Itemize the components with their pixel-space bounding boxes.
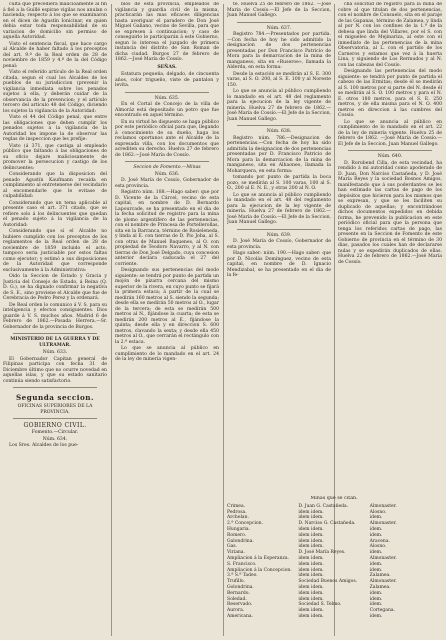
column-1 (3, 2, 107, 638)
col2-paragraphs (115, 2, 219, 63)
table-cell: Gas. (227, 544, 238, 550)
table-cell: idem. (369, 602, 383, 608)
table-cell: idem idem. (298, 613, 324, 619)
notice-637-paragraphs (227, 32, 331, 122)
divider (237, 125, 321, 126)
paragraph: D. José María de Cossío, Gobernador de esta provincia. (227, 239, 331, 250)
table-cell: Viriana. (227, 550, 245, 556)
mines-table (227, 496, 441, 636)
table-cell: Cortegana. (369, 608, 396, 614)
divider (125, 92, 209, 93)
table-cell: idem. (369, 590, 383, 596)
table-cell: Sociedad S. Telmo. (298, 602, 342, 608)
notice-number: Núm. 638. (266, 129, 292, 134)
notice-640-paragraphs (338, 161, 442, 266)
divider (13, 333, 97, 334)
table-cell: Zalamea. (369, 573, 391, 579)
notice-number: Núm. 633. (42, 350, 68, 355)
paragraph: Lo que se anuncia al público en cumplimiento de lo mandado en el art. 22 de la ley de minería vigente. Huelva 25 de febrero de 1862. —José María de Cossío.—El Jefe de la Seccion, Juan Manuel Gallego. (338, 119, 442, 147)
table-cell: Almonaster. (369, 521, 397, 527)
table-cell: idem idem. (298, 532, 324, 538)
notice-number: Núm. 637. (266, 25, 292, 31)
table-cell: idem idem. (298, 596, 324, 602)
notice-number: Núm. 635. (154, 95, 180, 101)
table-cell: idem idem. (298, 584, 324, 590)
table-cell: idem idem. (298, 515, 324, 521)
paragraph: Lo que se anuncia al público en cumplimiento de lo mandado en el art. 24 de la ley de minería vigen- (115, 346, 219, 362)
notice-number: Núm. 634. (42, 436, 68, 442)
paragraph: tomando por punto de partida la boca pozo, se medirán al S. 100 varas, 100 al S. O., 200 al E. N. E., y otras 200 al N. O. (227, 175, 331, 191)
table-cell: idem. (369, 515, 383, 521)
col1-paragraphs (3, 2, 107, 330)
paragraph: Designando sus pertenencias del modo siguiente: se tendrá por punto de partida un mojón de pizarra cercana del mismo superior de la rivera, en cuyo punto se fijará la primera estaca; á partir de la cual se medirán 160 metros al S. siendo la segunda; desde ella se medirán 50 metros al O., lugar de la tercera; de esta se medirán 500 metros al N., fijándose la cuarta; de esta se medirán 200 metros al E., fijándose la quinta; desde ella y en direccion S. 600 metros, clavando la sexta; y desde ella 450 metros al O., que cerrarán el rectángulo con la 2.ª estaca. (115, 268, 219, 345)
table-cell: Trufillo. (227, 579, 245, 585)
divider (237, 229, 321, 230)
col4-paragraphs (338, 2, 442, 147)
paragraph: D. Rorubend Cilla, de esta vecindad, ha rendido á mí autoridad como apoderado de D. Juan, Don Narciso Castañeda, y D. José María Reyes y la sociedad Bosnos Amigos, manifestando que á sus poderdantes se les han estimado las cartas de pago de los depósitos que hicieron para los mismos que se expresan, y que se les faciliten su duplicado de aquellas; y encontrándose dichos documentos expedidos en debida forma, he prevenido la publicacion en este periódico oficial para que la persona que tenga los referidos cartas de pago, las presente en la Seccion de Fomento de este Gobierno de provincia en el término de 30 dias, pasados los cuales han de declararse nulas y se expedirán duplicados de ellas. Huelva 22 de febrero de 1862.—José María de Cossío. (338, 160, 442, 265)
divider (237, 22, 321, 23)
table-cell: idem idem. (298, 590, 324, 596)
table-cell: Archelan. (227, 515, 249, 521)
table-cell: idem idem. (298, 567, 324, 573)
paragraph: blos de esta provincia, empleados de vigilancia y guardia civil de la misma, practicarán las mas eficaces diligencias hasta averiguar el paradero de Don José Miguel Galiano, vecino de Sevilla, para que se expresen á continuacion; y caso de conseguirlo le participarán á este Gobierno, segun lo interesa el juzgado de primera instancia del distrito de San Roman de dicha ciudad. Burgos 27 de febrero de 1862.—José María de Cossío. (115, 2, 219, 62)
paragraph: te. Huelva 25 de febrero de 1862. —José María de Cossío.—El Jefe de la Seccion, Juan Manuel Gallego. (227, 2, 331, 18)
table-cell: idem. (369, 567, 383, 573)
senas-heading: SEÑAS. (157, 64, 177, 70)
ministry-heading: MINISTERIO DE LA GUERRA Y DE ULTRAMAR. (10, 337, 100, 348)
paragraph: Considerando que la disposicion del penado Agustín Kaufmann recaída en cumplimiento al entretenerse del vecindario al encomendarle que le evitase de culpabilidad: (3, 172, 107, 199)
table-cell: Alosno. (369, 544, 387, 550)
divider (13, 387, 97, 388)
senas-text: Estatura pequeña, delgado, de cincuenta años, color trigueño, viste de pantalon y levita. (115, 72, 219, 88)
table-cell: S. Francisco. (227, 561, 257, 567)
table-cell: idem. (369, 532, 383, 538)
table-cell: idem. (369, 613, 383, 619)
seccion-heading: Seccion de Fomento.—Minas (133, 165, 201, 170)
fomento-heading: Fomento.—Circular. (31, 430, 79, 435)
table-cell: Almonaster. (369, 579, 397, 585)
table-cell: 3.ª S.ª Tadeo. (227, 573, 258, 579)
ministry-paragraphs (3, 357, 107, 385)
paragraph: Visto (á 371, que castiga al empleado público que faltando á las obligaciones de su oficio dejare maliciosamente de promover la persecucion y castigo de los delincuentes: (3, 143, 107, 171)
divider (125, 161, 209, 162)
table-cell: Ampliacion á la Concepcion. (227, 567, 292, 573)
table-cell: Reservado. (227, 602, 253, 608)
section-subtitle: OFICINAS SUPERIORES DE LA PROVINCIA. (17, 404, 93, 415)
table-cell: Aracena. (369, 538, 390, 544)
notice-number: Núm. 640. (377, 154, 403, 159)
table-cell: idem idem. (298, 608, 324, 614)
column-4 (338, 2, 442, 492)
table-cell: idem idem. (298, 526, 324, 532)
notice-number: Núm. 639. (266, 232, 292, 238)
paragraph: Visto el referido artículo de la Real orden citada, segun el cual los Alcaldes de los pueblos de su jurisdiccion (prevenir la vigilancia inmediata sobre los penados sujetos á ella, y deberán cuidar de la observancia de la prevencion; y el artículo tercero del artículo 48 del Código, diciendo los sujetos la vigilancia de la Autoridad: (3, 70, 107, 114)
paragraph: El Gobernador Capitan general de Filipinas participa con fecha 31 de Diciembre último que no ocurre novedad en aquellas islas, y que su estado sanitario continúa siendo satisfactorio. (3, 356, 107, 384)
table-cell: D. Juan G. Castañeda. (298, 503, 349, 509)
notice-639-paragraphs (227, 239, 331, 279)
table-cell: Sociedad Buenos Amigos. (298, 579, 358, 585)
notice-number: Núm. 636. (154, 171, 180, 177)
paragraph: Designando las pertenencias del modo siguiente: se tendrá por punto de partida el cabezo de las Ermitas; desde él se medirán al S. 100 metros por si parte del N. desde él se medirán al S. O. 100 metros y para el N. E. otros 180 metros, para el S. E. 250 metros, y de ella misma para el N. O. 400 metros en direccion á las cumbres del Cossío. (338, 69, 442, 118)
table-column-towns (370, 504, 441, 620)
notice-638-paragraphs (227, 136, 331, 226)
table-cell: idem. (369, 550, 383, 556)
paragraph: Hago saber: núm. 190.—Hago saber: que por D. Nicolás Domínguez, vecino de esta capital, en nombre de D. Ignacio Mendizabal, se ha presentado en el dia de la fe- (227, 251, 331, 278)
table-cell: Ampliacion á la Esperanza. (227, 555, 289, 561)
table-cell: idem idem. (298, 509, 324, 515)
table-cell: Almonaster. (369, 555, 397, 561)
column-rule (223, 4, 224, 636)
table-cell: Golondrina. (227, 584, 254, 590)
paragraph: Considerando que un tema aplicable al presente caso el art. 371 citado, que se refiere solo á los delincuentes que quedan el penado sujeto á la vigilancia de la Autoridad: (3, 200, 107, 228)
table-column-mines (227, 504, 298, 620)
table-cell: Romero. (227, 532, 247, 538)
paragraph: Registro núm. 786.—Designacion de pertenencias.—Con fecha de hoy ha sido admitida la designacion de dos pertenencias presentadas por D. Francisco Patricio de Mora para la demarcacion de la mina de manganeso, sita en Alhaoneo, llamada la Moharquera, en esta forma: (227, 135, 331, 174)
paragraph: En el Cortal de Concejo de la villa de Almoráz está depositado un potro que fue encontrado en aquel término. (115, 102, 219, 118)
divider (13, 418, 97, 419)
paragraph: Oido la Seccion de Estado y Gracia y Justicia del Consejo de Estado, á Reina (Q. D. G.), se ha dignado confirmar la negativa de S. E., sino proviene el Alcalde que fue de Cerebracia de Pedro Perez y la ordenará. (3, 274, 107, 301)
paragraph: Lo que se anuncia al público cumpliendo lo mandado en el art. 48 del reglamento para la ejecucion de la ley vigente de minería. Huelva 27 de febrero de 1862.—José María de Cossío.—El Jefe de la Seccion, Juan Manuel Gallego. (227, 89, 331, 122)
table-cell: Alosno. (369, 509, 387, 515)
paragraph: Lo que se anuncia al público cumpliendo lo mandado en el art. 48 del reglamento para la ejecucion de la ley vigente de minería. Huelva 27 de febrero de 1862.—José María de Cossío.—El Jefe de la Seccion, Juan Manuel Gallego. (227, 192, 331, 225)
table-cell: idem idem. (298, 555, 324, 561)
gobierno-heading: GOBIERNO CIVIL. (23, 422, 87, 429)
paragraph: D. José María de Cossío, Gobernador de esta provincia. (115, 178, 219, 189)
divider (348, 150, 432, 151)
paragraph: cha solicitud de registro para la mina de cobre al que titulan de dos pertenencias, con el nombre de Consuelo, sita en el paraje de las Gapanas, término de Zalamea, y linda al por N. con los confines de la 1.ª de la dehesa que linda del Villares, por el S. con el migueleo de Mejinariza, al este con el inmediato de las pertenencias de la mina Observatoria, al L. con el partido de los Carneros y estamos que vez á la huerta Lina, y siguiendo de Los Rermudos y al N. con las cabezas del Cossío. (338, 2, 442, 68)
table-cell: Hungaria. (227, 526, 250, 532)
paragraph: Visto el sentencia fiscal, que hace cargo al Alcalde de haber faltado á los preceptos del art. 9.º de la Real orden de 28 de noviembre de 1859 y 4.º de la del Código penal: (3, 41, 107, 69)
paragraph: Registro 784.—Presentados por partida.—Con fecha de hoy he sido admitido la designacion de dos pertenencias presentadas por Don Francisco Patricio de Mora para la demarcacion de la mina de manganeso, sita en «Ruseroe», llamada la Alderda, en esta forma: (227, 32, 331, 70)
table-cell: 2.ª Concepcion. (227, 521, 263, 527)
table-cell: Galondrina. (227, 538, 254, 544)
column-2 (115, 2, 219, 638)
table-cell: idem idem. (298, 538, 324, 544)
table-cell: Bernardo. (227, 590, 250, 596)
table-cell: Crimea. (227, 503, 246, 509)
table-cell: D. José María Reyes. (298, 550, 346, 556)
table-cell: idem. (369, 561, 383, 567)
table-cell: Aurora. (227, 608, 245, 614)
table-header: Minas que se citan. (310, 496, 358, 501)
table-cell: Almonaster. (369, 503, 397, 509)
table-cell: idem. (369, 526, 383, 532)
paragraph: Desde la estación se medirán al S. E. 300 varas, al S. O. 200, al S. E. 100 y al Noreste 150. (227, 71, 331, 88)
table-cell: Pedrosa. (227, 509, 247, 515)
paragraph: De Real orden lo comunico á V. S. para su inteligencia y efectos consiguientes. Dios guarde á V. S. muchos años. Madrid 6 de Febrero de 1862.—Posada Herrera.—Sr. Gobernador de la provincia de Burgos. (3, 302, 107, 330)
table-cell: idem idem. (298, 573, 324, 579)
table-cell: Zalamea. (369, 584, 391, 590)
notice-636-paragraphs (115, 178, 219, 363)
table-cell: Americana. (227, 613, 253, 619)
paragraph: Registro núm. 188.—Hago saber: que por D. Vicente de la Cárcel, vecino de esta capital, en nombre de D. Bernardo Lapourcade, se ha presentado en el dia de la fecha solicitud de registro para la mina de plomo argentífero de las pertenencias, con el nombre de Princesa de Portellerollas, sita en la Barranca, término de Rosieleneda, y linda al E. con tierras de D. Pio Joba, al S. con otras de Manuel Baquenes, al O. con propiedad de Teodoro Navarro, y al N. con tierras de Don José Delgado, cuya concesion anterior declara caducada el 27 del corriente. (115, 190, 219, 267)
paragraph: culta que precediera malicioamente al fin á fiel a la Guillé espirae vigilas nos anulan o hacienda; respecto á los que se examinaron en el dicen de Agustín Ionicinar, en quien debia estar toda responsabilidad de su variacion de domicilio sin permiso de aquella Autoridad. (3, 2, 107, 40)
paragraph: Los Sres. Alcaldes de los pue- (9, 443, 79, 448)
table-cell: idem idem. (298, 544, 324, 550)
section-title: Segunda seccion. (15, 393, 95, 402)
table-cell: D. Narciso G. Castañeda. (298, 521, 356, 527)
column-rule (111, 4, 112, 636)
paragraph: Considerando que si el Alcalde no hubiere cumplido con los preceptos de los reglamentos de la Real orden de 28 de noviembre de 1859 incluido el acto, tampoco seria justiciable por estos faltas como ejecutor; y estimó a sus disposiciones de la Autoridad que corresponde exclusivamente á la Administrativa: (3, 229, 107, 273)
notice-635-paragraphs (115, 102, 219, 158)
table-cell: idem. (369, 596, 383, 602)
table-cell: idem idem. (298, 561, 324, 567)
paragraph: En su virtud he dispuesto se haga público por este periódico oficial para que, llegando á conocimiento de su dueño, haga los reclamos oportunos ante el Alcalde de la expresada villa, con los documentos que acrediten su derecho. Huelva 27 de febrero de 1862.—José María de Cossío. (115, 119, 219, 158)
table-column-owners (298, 504, 369, 620)
paragraph: Visto el 44 del Código penal, que entre las obligaciones que deben cumplir los penados sujetos a la vigilancia de la Autoridad les impone la de observar las reglas de inspeccion que les prefije: (3, 115, 107, 142)
table-cell: Soledad. (227, 596, 247, 602)
